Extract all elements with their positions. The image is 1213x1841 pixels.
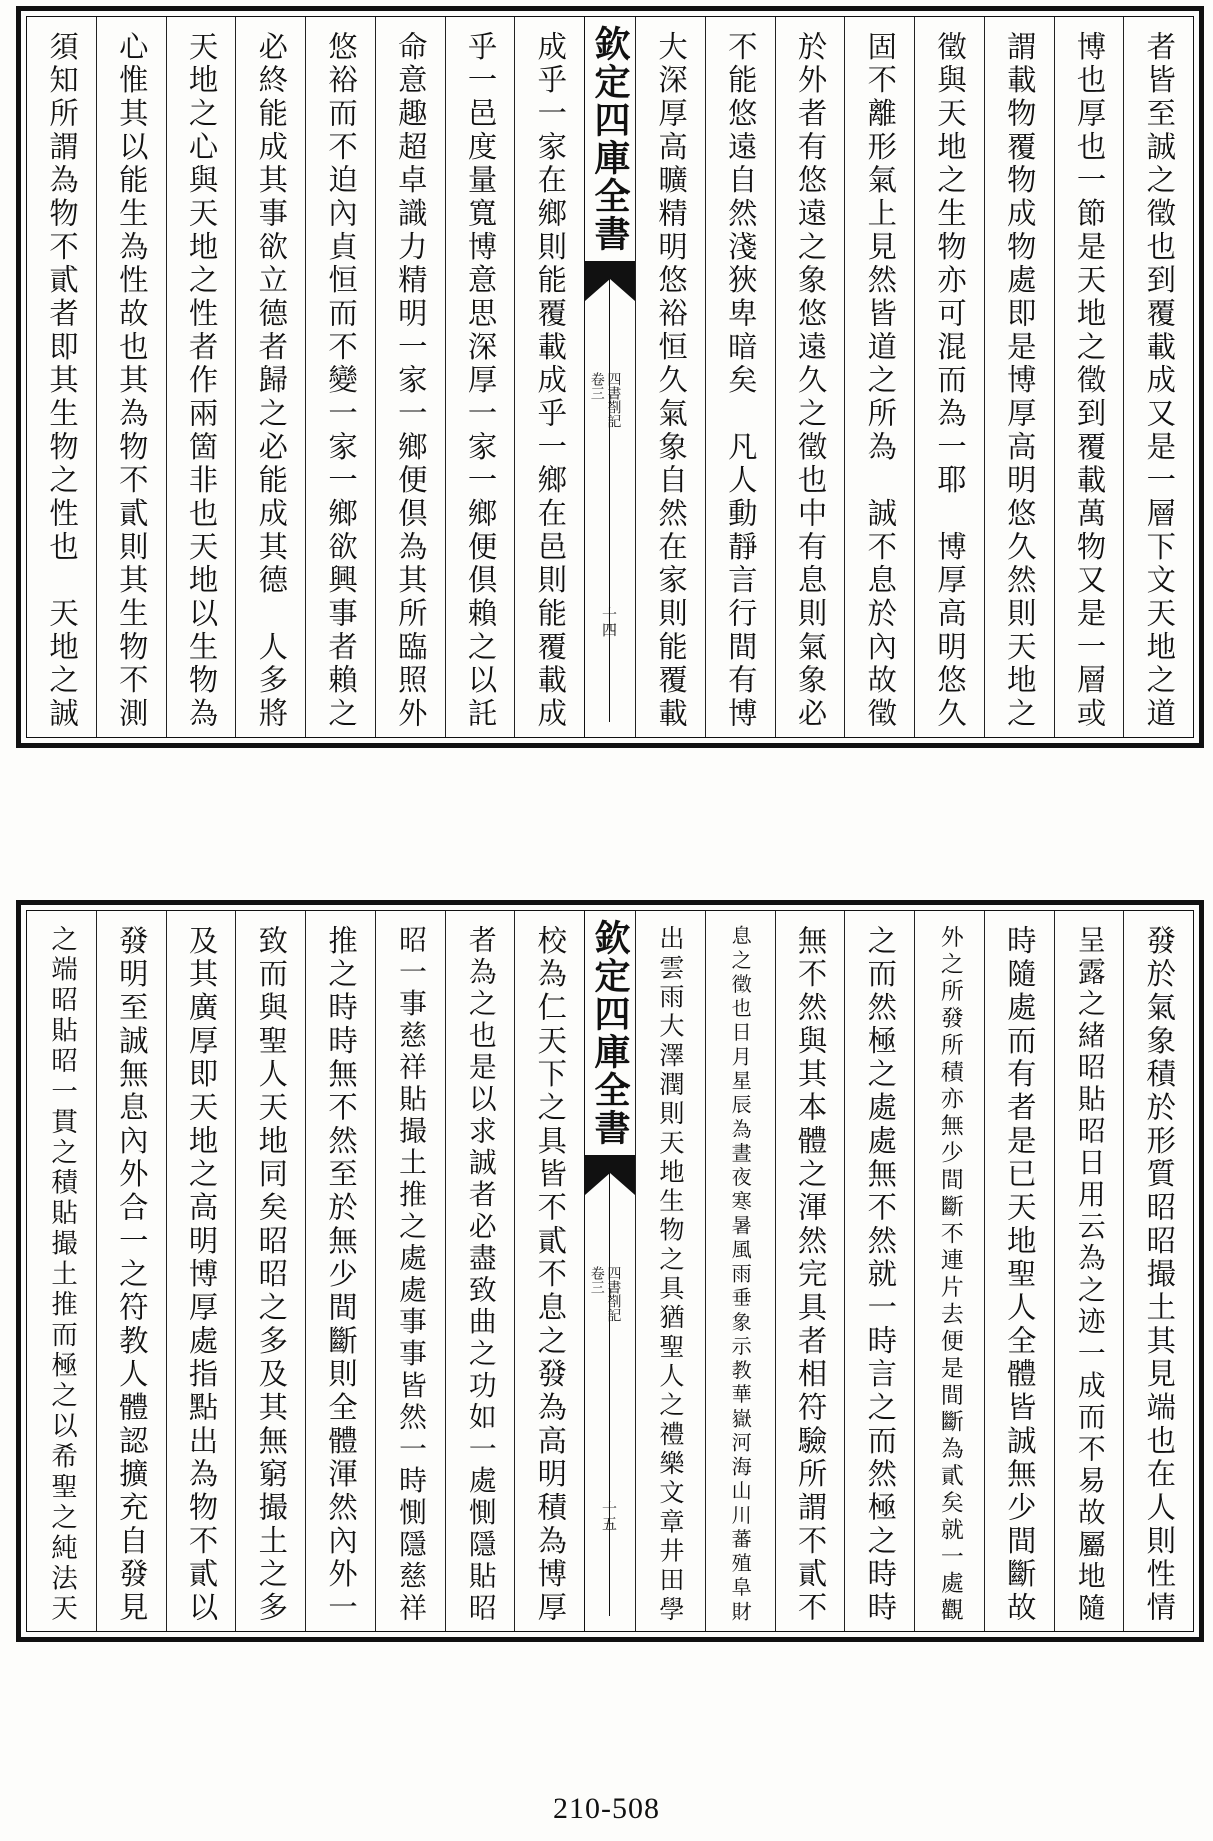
- center-fold-spine: [584, 911, 635, 1631]
- folio-number: 十五: [600, 1501, 618, 1531]
- fish-tail-mark-icon: [585, 261, 635, 301]
- text-column: 者為之也是以求誠者必盡致曲之功如一處惻隱貼昭: [445, 911, 515, 1631]
- text-column: 博也厚也一節是天地之徵到覆載萬物又是一層或: [1054, 17, 1124, 737]
- text-column: 昭一事慈祥貼撮土推之處處事事皆然一時惻隱慈祥: [375, 911, 445, 1631]
- book-info: [589, 372, 620, 428]
- bottom-page-panel: [16, 900, 1204, 1642]
- juan-number: 卷三: [588, 372, 605, 400]
- folio-number: 十四: [600, 607, 618, 637]
- text-column: 於外者有悠遠之象悠遠久之徵也中有息則氣象必: [775, 17, 845, 737]
- text-column: 致而與聖人天地同矣昭昭之多及其無窮撮土之多: [235, 911, 305, 1631]
- book-info: [589, 1266, 620, 1322]
- text-column: 時隨處而有者是已天地聖人全體皆誠無少間斷故: [984, 911, 1054, 1631]
- text-column: 之而然極之處處無不然就一時言之而然極之時時: [844, 911, 914, 1631]
- text-column: 成乎一家在鄉則能覆載成乎一鄉在邑則能覆載成: [514, 17, 584, 737]
- text-column: 天地之心與天地之性者作兩箇非也天地以生物為: [166, 17, 236, 737]
- text-column: 無不然與其本體之渾然完具者相符驗所謂不貳不: [775, 911, 845, 1631]
- text-column: 必終能成其事欲立德者歸之必能成其德 人多將: [235, 17, 305, 737]
- header-title: 欽定四庫全書: [589, 919, 631, 1147]
- book-name: 四書剳記: [605, 1266, 622, 1322]
- text-column: 發明至誠無息內外合一之符教人體認擴充自發見: [96, 911, 166, 1631]
- page-number: 210-508: [553, 1792, 660, 1825]
- text-column: 出雲雨大澤潤則天地生物之具猶聖人之禮樂文章井田學: [635, 911, 705, 1631]
- text-column: 校為仁天下之具皆不貳不息之發為高明積為博厚: [514, 911, 584, 1631]
- text-column: 不能悠遠自然淺狹卑暗矣 凡人動靜言行間有博: [705, 17, 775, 737]
- text-column: 發於氣象積於形質昭昭撮土其見端也在人則性情: [1123, 911, 1193, 1631]
- fish-tail-mark-icon: [585, 1155, 635, 1195]
- juan-number: 卷三: [588, 1266, 605, 1294]
- text-column: 心惟其以能生為性故也其為物不貳則其生物不測: [96, 17, 166, 737]
- text-column: 悠裕而不迫內貞恒而不變一家一鄉欲興事者賴之: [305, 17, 375, 737]
- text-column: 及其廣厚即天地之高明博厚處指點出為物不貳以: [166, 911, 236, 1631]
- top-page-panel: [16, 6, 1204, 748]
- text-column: 之端昭貼昭一貫之積貼撮土推而極之以希聖之純法天: [46, 925, 78, 1625]
- text-column: 呈露之緒昭貼昭日用云為之迹一成而不易故屬地隨: [1054, 911, 1124, 1631]
- text-column: 推之時時無不然至於無少間斷則全體渾然內外一: [305, 911, 375, 1631]
- text-column: 者皆至誠之徵也到覆載成又是一層下文天地之道: [1123, 17, 1193, 737]
- text-column: 固不離形氣上見然皆道之所為 誠不息於內故徵: [844, 17, 914, 737]
- text-column: 命意趣超卓識力精明一家一鄉便倶為其所臨照外: [375, 17, 445, 737]
- text-column: 須知所謂為物不貳者即其生物之性也 天地之誠: [45, 31, 80, 731]
- text-column: 謂載物覆物成物處即是博厚高明悠久然則天地之: [984, 17, 1054, 737]
- spine-rule: [609, 1156, 610, 1616]
- book-name: 四書剳記: [605, 372, 622, 428]
- header-title: 欽定四庫全書: [589, 25, 631, 253]
- text-column: 徵與天地之生物亦可混而為一耶 博厚高明悠久: [914, 17, 984, 737]
- text-column: 外之所發所積亦無少間斷不連片去便是間斷為貳矣就一處觀: [914, 911, 984, 1631]
- text-column: 息之徵也日月星辰為晝夜寒暑風雨垂象示教華嶽河海山川蕃殖阜財: [705, 911, 775, 1631]
- spine-rule: [609, 262, 610, 722]
- center-fold-spine: [584, 17, 635, 737]
- text-column: 大深厚高曠精明悠裕恒久氣象自然在家則能覆載: [635, 17, 705, 737]
- text-column: 乎一邑度量寬博意思深厚一家一鄉便倶賴之以託: [445, 17, 515, 737]
